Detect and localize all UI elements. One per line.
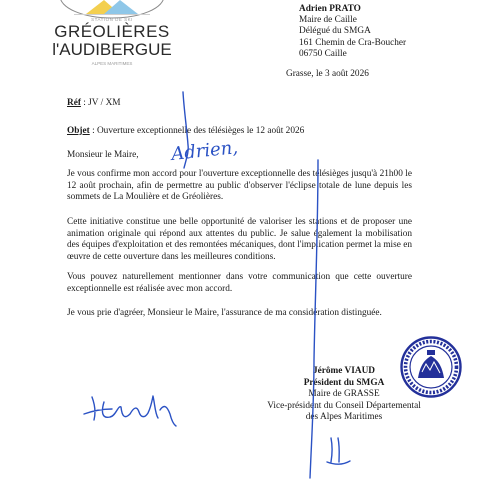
signatory-name: Jérôme VIAUD <box>312 366 376 376</box>
signatory-line: Vice-président du Conseil Départemental <box>267 400 421 411</box>
logo-title-line1: GRÉOLIÈRES <box>54 22 170 41</box>
ink-signature-left <box>84 396 176 426</box>
body-paragraph: Cette initiative constitue une belle opportunité de valoriser les stations et de proposer une animation originale qui répond aux attentes du public. Je salue également la mobilisation des équipes d'exploitation et des remontées mécaniques, dont l'implication permet la mise en œuvre de cette ouverture dans les meilleures conditions. <box>67 217 412 262</box>
greolieres-logo <box>42 0 182 80</box>
handwritten-greeting: Adrien, <box>170 137 240 165</box>
recipient-line: 161 Chemin de Cra-Boucher <box>299 37 407 48</box>
reference-line <box>67 98 121 108</box>
object-value: : Ouverture exceptionnelle des télésièges le 12 août 2026 <box>92 126 305 136</box>
logo-tagline: STATION DE SKI <box>91 17 133 22</box>
reference-value: : JV / XM <box>83 98 121 108</box>
reference-label: Réf <box>67 98 81 108</box>
recipient-name: Adrien PRATO <box>299 4 361 14</box>
object-label: Objet <box>67 126 90 136</box>
salutation: Monsieur le Maire, <box>67 150 139 160</box>
recipient-line: 06750 Caille <box>299 48 347 59</box>
place-date: Grasse, le 3 août 2026 <box>286 69 369 79</box>
ink-initials-mark <box>327 438 350 464</box>
signatory-title: Président du SMGA <box>303 377 385 388</box>
logo-title-line2: l'AUDIBERGUE <box>52 40 172 59</box>
signatory-line: des Alpes Maritimes <box>305 412 383 423</box>
body-paragraph: Je vous prie d'agréer, Monsieur le Maire, l'assurance de ma considération distinguée. <box>67 308 382 318</box>
body-paragraph: Vous pouvez naturellement mentionner dans votre communication que cette ouverture exceptionnelle est réalisée avec mon accord. <box>67 272 412 294</box>
logo-footer: ALPES MARITIMES <box>91 61 133 66</box>
signatory-line: Maire de GRASSE <box>308 389 380 400</box>
official-stamp <box>400 336 462 398</box>
recipient-line: Maire de Caille <box>299 15 357 26</box>
body-paragraph: Je vous confirme mon accord pour l'ouverture exceptionnelle des télésièges jusqu'à 21h00 le 12 août prochain, afin de permettre au public d'observer l'éclipse totale de lune depuis les sommets de La Moulière et de Gréolières. <box>67 169 412 203</box>
recipient-address <box>299 4 406 60</box>
recipient-line: Délégué du SMGA <box>299 26 371 37</box>
object-line <box>67 126 304 136</box>
